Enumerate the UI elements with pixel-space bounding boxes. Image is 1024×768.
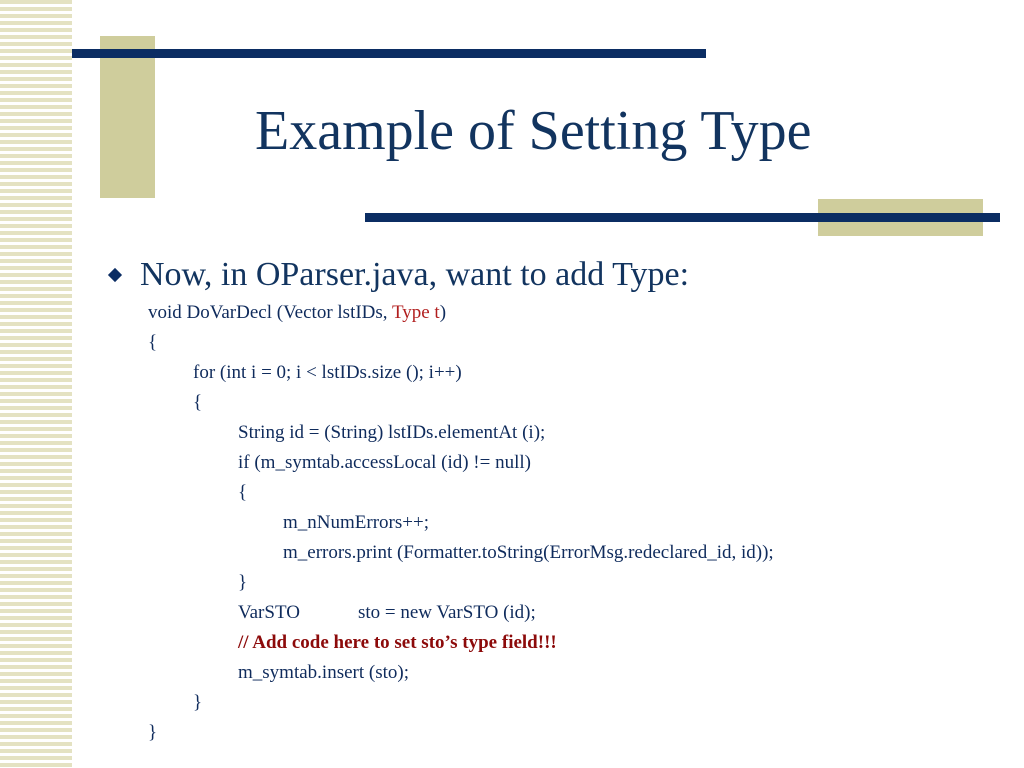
code-line-for-loop: for (int i = 0; i < lstIDs.size (); i++) (193, 362, 462, 383)
code-line-open-brace-1: { (148, 332, 158, 353)
bullet-text: Now, in OParser.java, want to add Type: (140, 256, 690, 293)
code-line-comment: // Add code here to set sto’s type field!!! (238, 632, 557, 653)
code-line-varsto (148, 598, 774, 628)
left-stripe-decoration (0, 0, 72, 768)
code-line-signature (148, 298, 774, 328)
code-line-insert: m_symtab.insert (sto); (238, 662, 409, 683)
navy-rule-bottom (365, 213, 1000, 222)
varsto-type: VarSTO (238, 602, 300, 623)
code-line-errors-print: m_errors.print (Formatter.toString(ErrorMsg.redeclared_id, id)); (283, 542, 774, 563)
signature-param-highlight: Type t (391, 302, 440, 323)
code-line-close-brace-1: } (148, 722, 158, 743)
code-line-num-errors: m_nNumErrors++; (283, 512, 429, 533)
code-line-open-brace-3: { (238, 482, 248, 503)
varsto-rest: sto = new VarSTO (id); (357, 602, 536, 623)
code-line-open-brace-2: { (193, 392, 203, 413)
code-line-string-decl: String id = (String) lstIDs.elementAt (i); (238, 422, 546, 443)
navy-rule-top (72, 49, 706, 58)
code-block (148, 298, 774, 748)
signature-prefix: void DoVarDecl (Vector lstIDs, (148, 302, 392, 323)
diamond-bullet-icon (108, 268, 122, 282)
code-line-if: if (m_symtab.accessLocal (id) != null) (238, 452, 531, 473)
bullet-item (108, 252, 689, 298)
slide-title: Example of Setting Type (255, 100, 812, 162)
code-line-close-brace-2: } (193, 692, 203, 713)
code-line-close-brace-3: } (238, 572, 248, 593)
signature-suffix: ) (439, 302, 447, 323)
tan-decoration-block-top (100, 36, 155, 198)
